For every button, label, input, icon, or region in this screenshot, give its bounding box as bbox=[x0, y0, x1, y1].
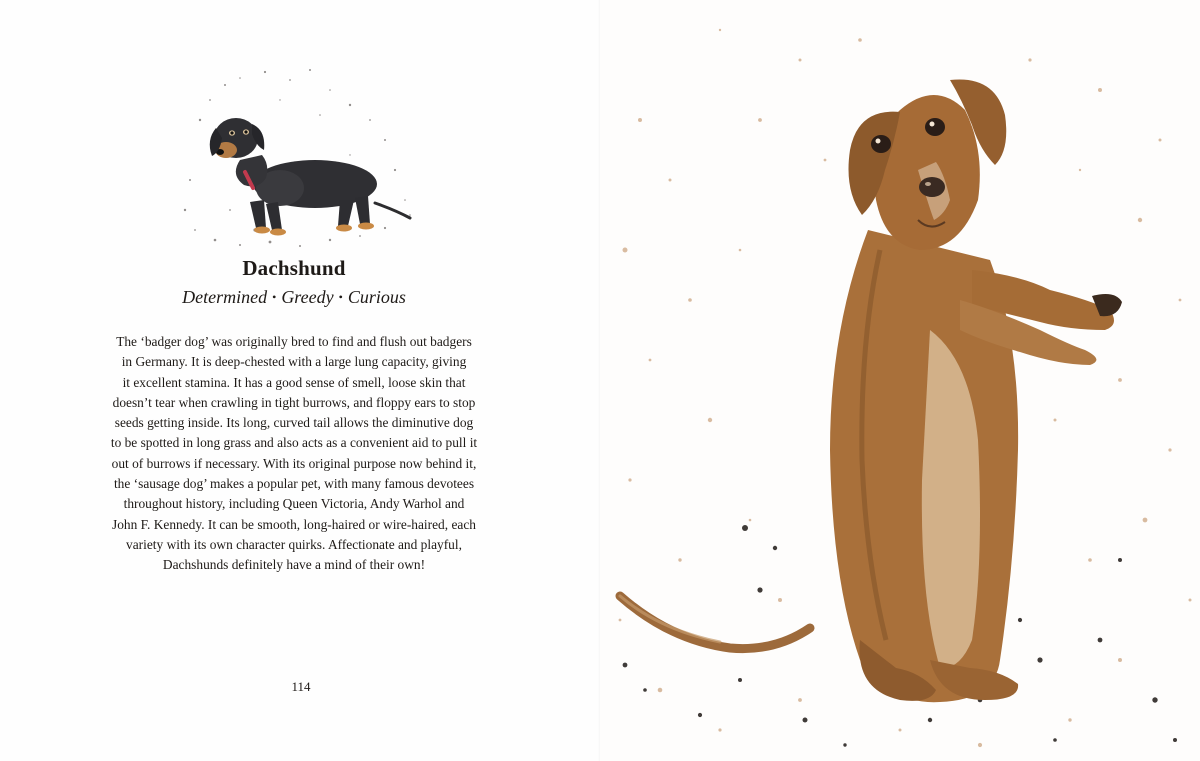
brown-dachshund-figure bbox=[620, 79, 1122, 702]
description-line: the ‘sausage dog’ makes a popular pet, with many famous devotees bbox=[113, 476, 475, 492]
breed-traits bbox=[0, 287, 588, 308]
right-page bbox=[600, 0, 1200, 761]
description-line: doesn’t tear when crawling in tight burrows, and floppy ears to stop bbox=[112, 394, 476, 410]
description-line: Dachshunds definitely have a mind of their own! bbox=[162, 557, 426, 573]
description-line: The ‘badger dog’ was originally bred to find and flush out badgers bbox=[116, 334, 472, 349]
ink-splatter-small bbox=[184, 69, 411, 247]
black-dachshund-figure bbox=[210, 118, 410, 236]
small-dachshund-illustration bbox=[170, 60, 430, 260]
trait-3: Curious bbox=[347, 287, 406, 307]
page-number: 114 bbox=[291, 679, 311, 694]
description-line: it excellent stamina. It has a good sense of smell, loose skin that bbox=[122, 374, 466, 390]
trait-2: Greedy bbox=[281, 287, 334, 307]
description-line: out of burrows if necessary. With its original purpose now behind it, bbox=[111, 455, 477, 471]
description-line: in Germany. It is deep-chested with a large lung capacity, giving bbox=[121, 354, 467, 370]
breed-title: Dachshund bbox=[242, 256, 346, 280]
description-line: seeds getting inside. Its long, curved tail allows the diminutive dog bbox=[114, 415, 474, 431]
breed-description bbox=[92, 332, 496, 576]
description-line: throughout history, including Queen Victoria, Andy Warhol and bbox=[123, 496, 465, 512]
large-dachshund-illustration bbox=[600, 0, 1200, 761]
description-line: to be spotted in long grass and also acts as a convenient aid to pull it bbox=[110, 435, 478, 451]
trait-1: Determined bbox=[182, 287, 268, 307]
trait-separator: • bbox=[338, 290, 343, 304]
description-line: John F. Kennedy. It can be smooth, long-haired or wire-haired, each bbox=[112, 516, 476, 532]
trait-separator: • bbox=[272, 290, 277, 304]
description-line: variety with its own character quirks. Affectionate and playful, bbox=[126, 536, 462, 552]
